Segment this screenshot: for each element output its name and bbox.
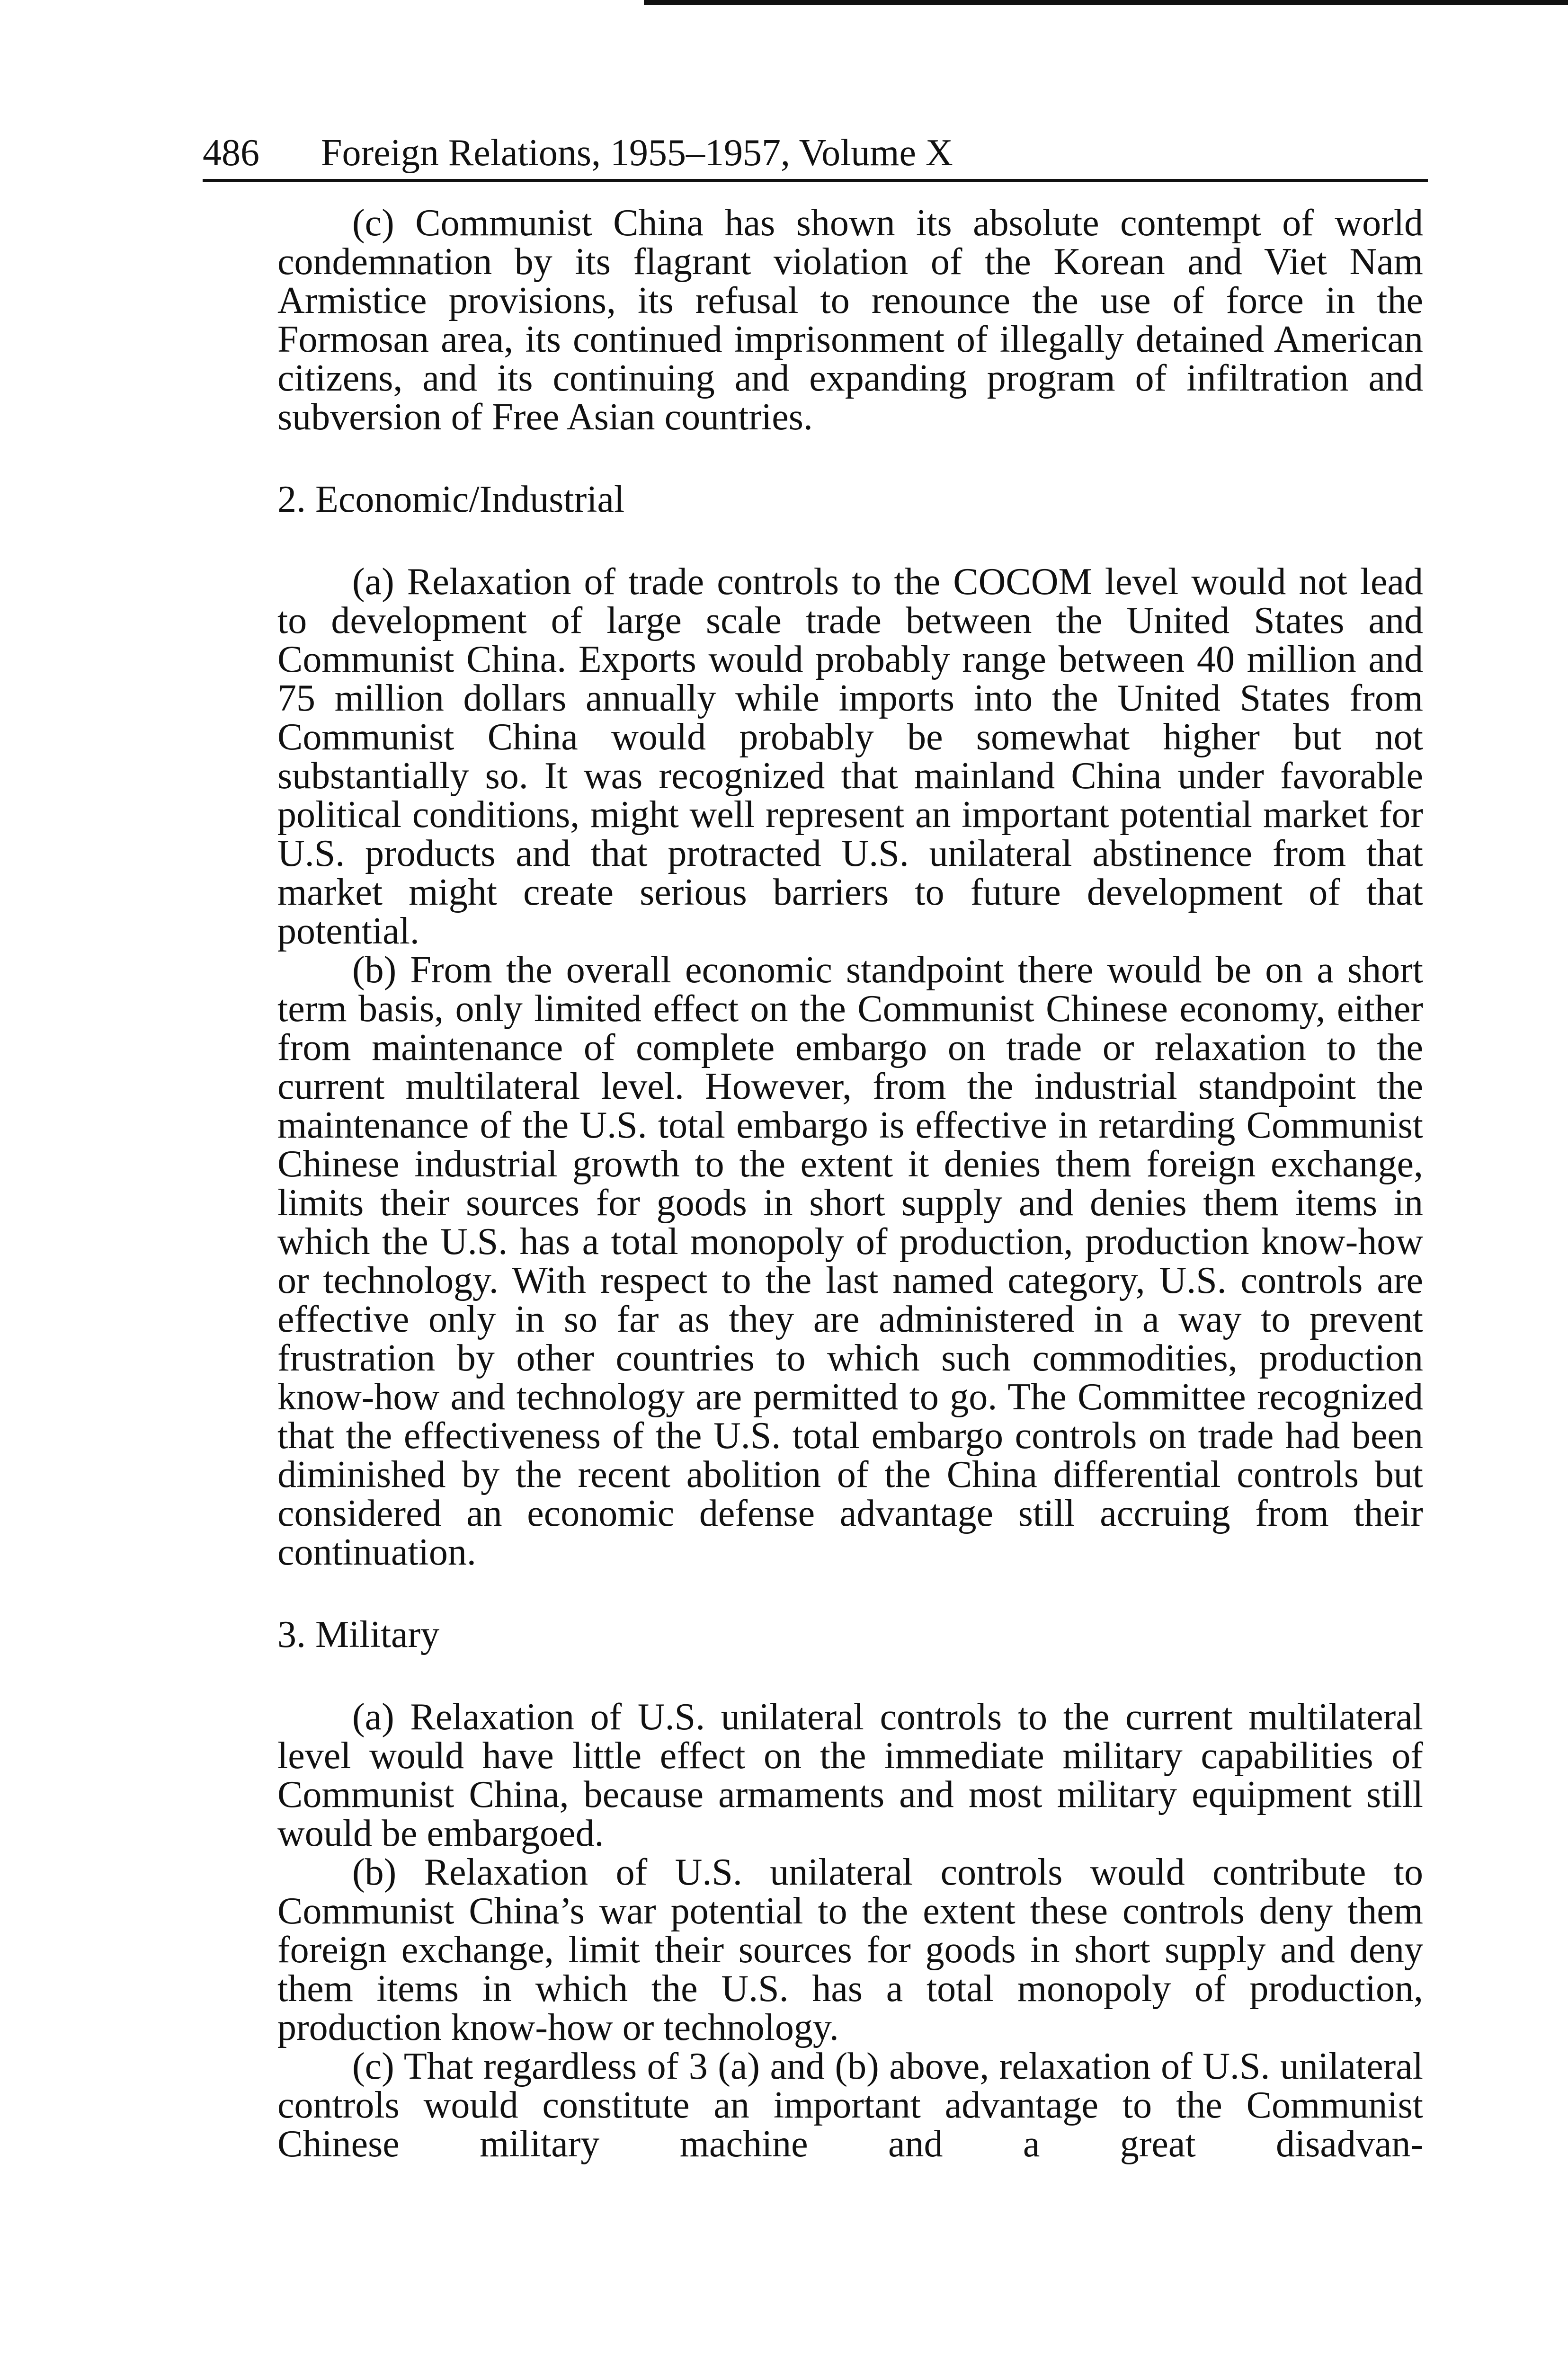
page-number: 486 [203,132,259,174]
section-heading-economic-industrial: 2. Economic/Industrial [277,479,625,520]
paragraph-2b: (b) From the overall economic standpoint there would be on a short term basis, only limited effect on the Communist Chinese economy, either from maintenance of complete embargo on trade or relaxation to the current multilateral level. However, from the industrial standpoint the maintenance of the U.S. total embargo is effective in retarding Communist Chinese industrial growth to the extent it denies them foreign exchange, limits their sources for goods in short supply and denies them items in which the U.S. has a total monopoly of production, production know-how or technology. With respect to the last named category, U.S. controls are effective only in so far as they are administered in a way to prevent frustration by other countries to which such commodities, production know-how and technology are permitted to go. The Committee recognized that the effectiveness of the U.S. total embargo controls on trade had been diminished by the recent abolition of the China differential controls but considered an economic defense advantage still accruing from their continuation. [277,949,1423,1573]
paragraph-3c: (c) That regardless of 3 (a) and (b) above, relaxation of U.S. unilateral controls would constitute an important advantage to the Communist Chinese military machine and a great disadvan- [277,2046,1423,2165]
paragraph-3a: (a) Relaxation of U.S. unilateral controls to the current multilateral level would have little effect on the immediate military capabilities of Communist China, because armaments and most military equipment still would be embargoed. [277,1696,1423,1854]
book-title: Foreign Relations, 1955–1957, Volume X [321,132,953,174]
paragraph-2a: (a) Relaxation of trade controls to the COCOM level would not lead to development of large scale trade between the United States and Communist China. Exports would probably range between 40 million and 75 million dollars annually while imports into the United States from Communist China would probably be somewhat higher but not substantially so. It was recognized that mainland China under favorable political conditions, might well represent an important potential market for U.S. products and that protracted U.S. unilateral abstinence from that market might create serious barriers to future development of that potential. [277,561,1423,952]
paragraph-1c: (c) Communist China has shown its absolute contempt of world condemnation by its flagrant violation of the Korean and Viet Nam Armistice provisions, its refusal to renounce the use of force in the Formosan area, its continued imprisonment of illegally detained American citizens, and its continuing and expanding program of infiltration and subversion of Free Asian countries. [277,202,1423,438]
paragraph-3b: (b) Relaxation of U.S. unilateral controls would contribute to Communist China’s war potential to the extent these controls deny them foreign exchange, limit their sources for goods in short supply and deny them items in which the U.S. has a total monopoly of production, production know-how or technology. [277,1851,1423,2048]
running-head [203,127,1428,182]
page-body [277,204,1423,2163]
page-top-edge [644,0,1568,5]
section-heading-military: 3. Military [277,1614,440,1655]
